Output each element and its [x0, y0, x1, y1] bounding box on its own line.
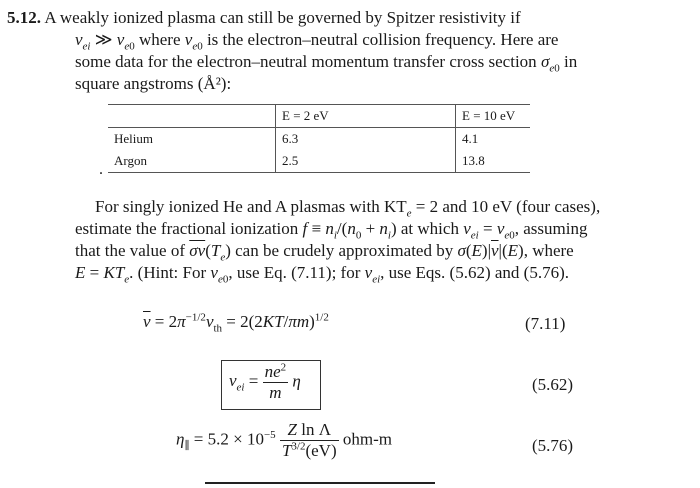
stray-dot: .	[99, 161, 103, 178]
table-header-row	[108, 105, 530, 128]
table-header-2ev: E = 2 eV	[276, 105, 456, 128]
equation-5-76-coeff: = 5.2 × 10	[193, 429, 264, 449]
table-header-10ev: E = 10 eV	[456, 105, 531, 128]
equation-number-5-76: (5.76)	[532, 436, 574, 455]
equation-5-76-units: ohm-m	[342, 429, 392, 449]
table-cell-e10: 13.8	[456, 150, 531, 173]
paragraph-line-2-end: at which	[400, 219, 459, 238]
paragraph-line-1-text: For singly ionized He and A plasmas with KT	[95, 197, 407, 216]
paragraph-line-2: estimate the fractional ionization $f \equiv n_i/(n_0 + n_i)$ at which $\nu_{ei} = \nu_{e0}$, assuming	[75, 219, 588, 242]
fraction: $\frac{ne^2}{m}$	[264, 361, 287, 402]
table-cell-e10: 4.1	[456, 128, 531, 151]
paragraph-line-4-end: use Eqs. (5.62) and (5.76).	[388, 263, 569, 282]
paragraph-line-2-assuming: assuming	[523, 219, 588, 238]
problem-number: 5.12.	[7, 8, 41, 27]
paragraph-line-3-mid: can be crudely approximated by	[235, 241, 454, 260]
paragraph-line-2-text: estimate the fractional ionization	[75, 219, 299, 238]
equation-7-11: $\overline{v} = 2\pi^{-1/2}v_{th} = 2(2KT/\pi m)^{1/2}$	[143, 311, 329, 335]
cross-section-table	[108, 104, 530, 173]
problem-line-3: some data for the electron–neutral momentum transfer cross section $\sigma_{e0}$ in	[75, 52, 578, 75]
intro-line-3-end: in	[563, 52, 578, 71]
table-row	[108, 150, 530, 173]
table-cell-e2: 6.3	[276, 128, 456, 151]
paragraph-line-1: For singly ionized He and A plasmas with $KT_e = 2$ and 10 eV (four cases),	[95, 197, 601, 220]
paragraph-line-4: $E = KT_e$. (Hint: For $\nu_{e0}$, use Eq. (7.11); for $\nu_{ei}$, use Eqs. (5.62) and (5.76).	[75, 263, 569, 286]
table-header-gas	[108, 105, 276, 128]
intro-line-2-mid: where	[134, 30, 185, 49]
fraction: $\frac{\text{Z ln Λ}}{T^{3/2}(eV)}$	[281, 420, 337, 460]
equation-number-5-62: (5.62)	[532, 375, 574, 394]
intro-line-2-end: is the electron–neutral collision frequency. Here are	[202, 30, 559, 49]
table-cell-e2: 2.5	[276, 150, 456, 173]
equation-5-62: $\nu_{ei}$ = $\frac{ne^2}{m}$ η	[229, 361, 301, 402]
paragraph-line-3: that the value of $\overline{\sigma v}(T_e)$ can be crudely approximated by $\sigma(E)|\overline{v}|(E)$, where	[75, 241, 574, 264]
equation-5-76-exp: −5	[263, 428, 276, 441]
intro-line-4: square angstroms (Å²):	[75, 74, 232, 93]
intro-line-3: some data for the electron–neutral momentum transfer cross section	[75, 52, 537, 71]
paragraph-line-4-text: (Hint: For	[137, 263, 207, 282]
problem-line-2: $\nu_{ei}$ ≫ $\nu_{e0}$ where $\nu_{e0}$ is the electron–neutral collision frequency. Here are	[75, 30, 559, 53]
paragraph-line-1-end: = 2 and 10 eV (four cases),	[411, 197, 601, 216]
intro-line-1: A weakly ionized plasma can still be governed by Spitzer resistivity if	[44, 8, 521, 27]
equation-5-76: $\eta_\parallel = 5.2 \times 10^{-5}$ $\frac{\text{Z ln Λ}}{T^{3/2}(eV)}$ ohm-m	[176, 420, 392, 460]
paragraph-line-4-mid: use Eq. (7.11); for	[236, 263, 361, 282]
paragraph-line-3-end: , where	[523, 241, 574, 260]
table-row	[108, 128, 530, 151]
problem-line-4	[75, 73, 231, 95]
paragraph-line-3-text: that the value of	[75, 241, 185, 260]
table-cell-gas: Argon	[108, 150, 276, 173]
problem-line-1	[7, 7, 521, 29]
bottom-rule	[205, 482, 435, 484]
table-cell-gas: Helium	[114, 131, 153, 146]
equation-number-7-11: (7.11)	[525, 314, 566, 333]
